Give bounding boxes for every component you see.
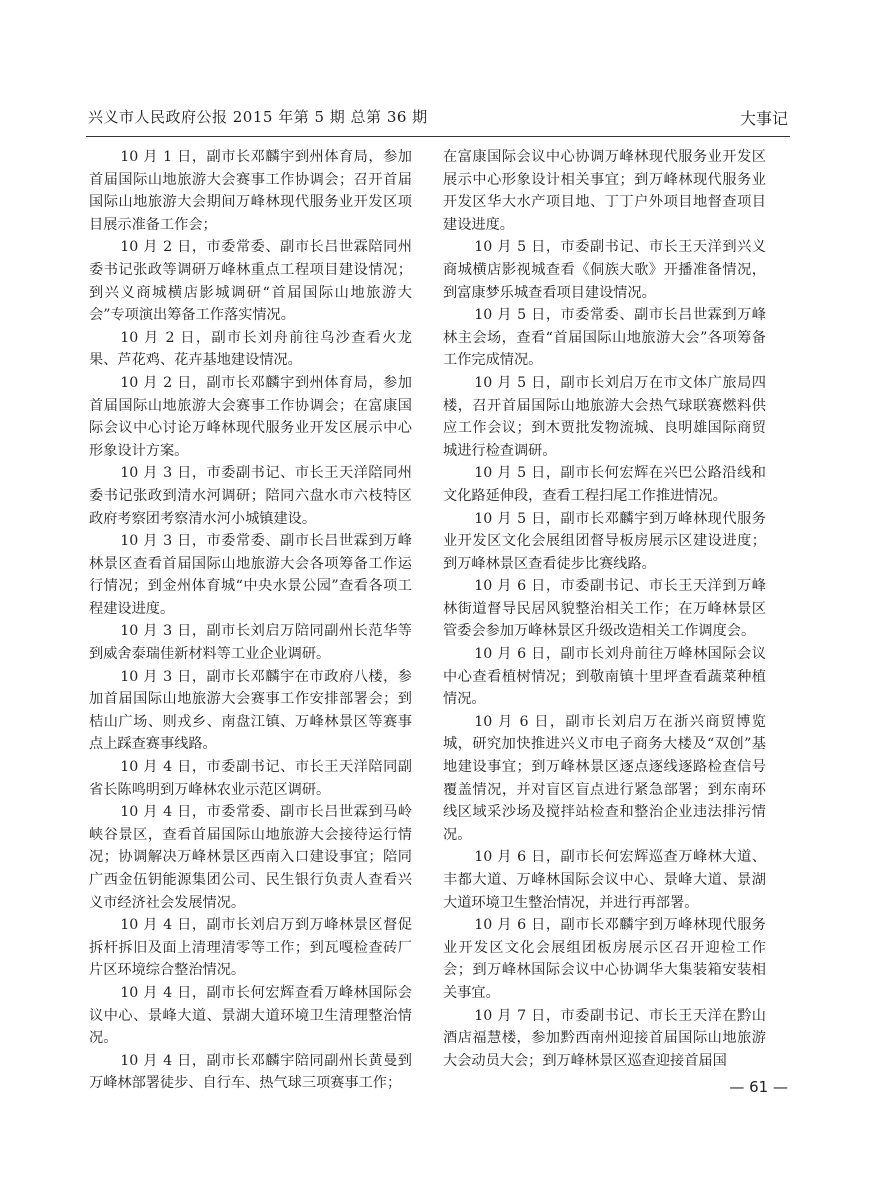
event-entry: 10 月 7 日，市委副书记、市长王天洋在黔山酒店福慧楼，参加黔西南州迎接首届国际山地旅游大会动员大会；到万峰林景区巡查迎接首届国 — [443, 1007, 766, 1069]
header-divider — [86, 136, 790, 137]
event-entry: 10 月 5 日，市委常委、副市长吕世霖到万峰林主会场，查看“首届国际山地旅游大会”各项筹备工作完成情况。 — [443, 307, 766, 369]
page-number: — 61 — — [729, 1078, 788, 1096]
event-entry: 10 月 4 日，副市长邓麟宇陪同副州长黄曼到万峰林部署徒步、自行车、热气球三项赛事工作； — [89, 1052, 412, 1092]
event-entry: 10 月 2 日，副市长邓麟宇到州体育局，参加首届国际山地旅游大会赛事工作协调会；在富康国际会议中心讨论万峰林现代服务业开发区展示中心形象设计方案。 — [89, 374, 412, 459]
event-entry: 10 月 3 日，市委副书记、市长王天洋陪同州委书记张政到清水河调研；陪同六盘水市六枝特区政府考察团考察清水河小城镇建设。 — [89, 465, 412, 527]
event-entry: 10 月 3 日，副市长邓麟宇在市政府八楼，参加首届国际山地旅游大会赛事工作安排部署会；到桔山广场、则戎乡、南盘江镇、万峰林景区等赛事点上踩查赛事线路。 — [89, 668, 412, 753]
right-column — [443, 146, 766, 1116]
event-entry: 10 月 6 日，市委副书记、市长王天洋到万峰林街道督导民居风貌整治相关工作；在万峰林景区管委会参加万峰林景区升级改造相关工作调度会。 — [443, 578, 766, 640]
event-entry: 10 月 2 日，副市长刘舟前往乌沙查看火龙果、芦花鸡、花卉基地建设情况。 — [89, 329, 412, 369]
event-entry: 10 月 3 日，市委常委、副市长吕世霖到万峰林景区查看首届国际山地旅游大会各项筹备工作运行情况；到金州体育城“中央水景公园”查看各项工程建设进度。 — [89, 533, 412, 617]
event-entry: 10 月 1 日，副市长邓麟宇到州体育局，参加首届国际山地旅游大会赛事工作协调会；召开首届国际山地旅游大会期间万峰林现代服务业开发区项目展示准备工作会； — [89, 149, 412, 233]
event-entry: 10 月 5 日，副市长何宏辉在兴巴公路沿线和文化路延伸段，查看工程扫尾工作推进情况。 — [443, 465, 766, 504]
event-entry: 10 月 5 日，副市长邓麟宇到万峰林现代服务业开发区文化会展组团督导板房展示区建设进度；到万峰林景区查看徒步比赛线路。 — [443, 510, 766, 572]
event-entry: 10 月 4 日，副市长刘启万到万峰林景区督促拆杆拆旧及面上清理清零等工作；到瓦嘎检查砖厂片区环境综合整治情况。 — [89, 917, 412, 979]
event-entry: 在富康国际会议中心协调万峰林现代服务业开发区展示中心形象设计相关事宜；到万峰林现代服务业开发区华大水产项目地、丁丁户外项目地督查项目建设进度。 — [443, 149, 766, 233]
event-entry: 10 月 5 日，市委副书记、市长王天洋到兴义商城横店影视城查看《侗族大歌》开播准备情况，到富康梦乐城查看项目建设情况。 — [443, 239, 766, 301]
event-entry: 10 月 6 日，副市长刘舟前往万峰林国际会议中心查看植树情况；到敬南镇十里坪查看蔬菜种植情况。 — [443, 646, 766, 708]
event-entry: 10 月 6 日，副市长邓麟宇到万峰林现代服务业开发区文化会展组团板房展示区召开迎检工作会；到万峰林国际会议中心协调华大集装箱安装相关事宜。 — [443, 917, 766, 1001]
event-entry: 10 月 5 日，副市长刘启万在市文体广旅局四楼，召开首届国际山地旅游大会热气球联赛燃料供应工作会议；到木贾批发物流城、良明雄国际商贸城进行检查调研。 — [443, 374, 766, 459]
event-entry: 10 月 4 日，市委副书记、市长王天洋陪同副省长陈鸣明到万峰林农业示范区调研。 — [89, 759, 412, 798]
event-entry: 10 月 4 日，市委常委、副市长吕世霖到马岭峡谷景区，查看首届国际山地旅游大会接待运行情况；协调解决万峰林景区西南入口建设事宜；陪同广西金伍钥能源集团公司、民生银行负责人查看兴义市经济社会发展情况。 — [89, 804, 412, 911]
event-entry: 10 月 6 日，副市长何宏辉巡查万峰林大道、丰都大道、万峰林国际会议中心、景峰大道、景湖大道环境卫生整治情况，并进行再部署。 — [443, 849, 766, 911]
journal-title: 兴义市人民政府公报 2015 年第 5 期 总第 36 期 — [88, 108, 428, 126]
left-column — [89, 146, 412, 1116]
event-entry: 10 月 3 日，副市长刘启万陪同副州长范华等到威舍泰瑞佳新材料等工业企业调研。 — [89, 623, 412, 663]
running-header — [88, 106, 788, 136]
section-title: 大事记 — [739, 109, 788, 128]
event-entry: 10 月 2 日，市委常委、副市长吕世霖陪同州委书记张政等调研万峰林重点工程项目建设情况；到兴义商城横店影城调研“首届国际山地旅游大会”专项演出筹备工作落实情况。 — [89, 239, 412, 324]
event-entry: 10 月 4 日，副市长何宏辉查看万峰林国际会议中心、景峰大道、景湖大道环境卫生清理整治情况。 — [89, 984, 412, 1047]
event-entry: 10 月 6 日，副市长刘启万在浙兴商贸博览城，研究加快推进兴义市电子商务大楼及“双创”基地建设事宜；到万峰林景区逐点逐线逐路检查信号覆盖情况，并对盲区盲点进行紧急部署；到东南环线区域采沙场及搅拌站检查和整治企业违法排污情况。 — [443, 713, 766, 843]
